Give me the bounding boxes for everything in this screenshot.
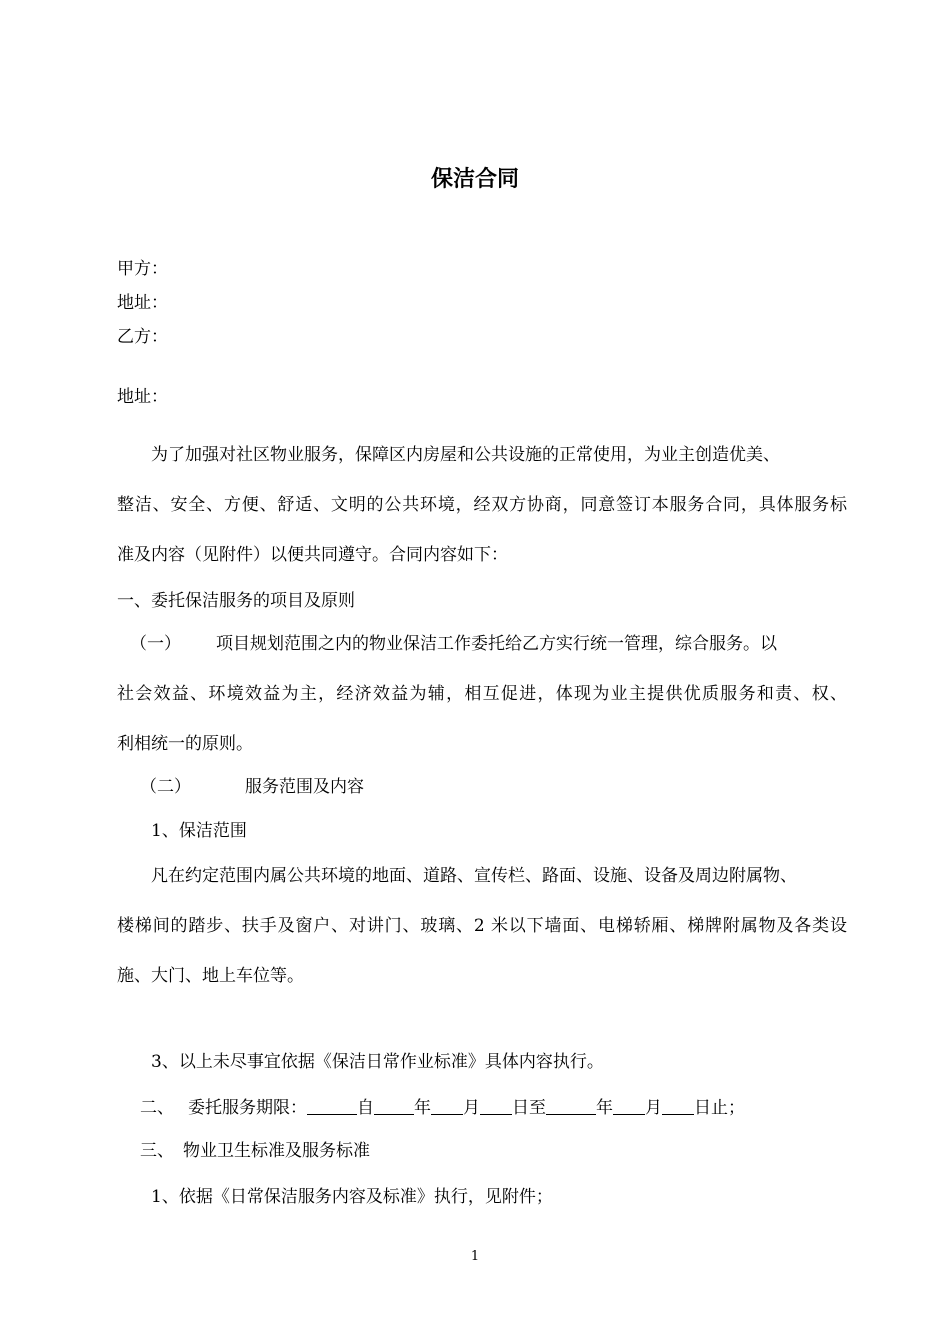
section-3-number: 三、 — [140, 1141, 174, 1161]
start-year-blank — [307, 1098, 357, 1115]
end-year-blank — [546, 1098, 596, 1115]
intro-line-3: 准及内容（见附件）以便共同遵守。合同内容如下： — [117, 545, 508, 565]
section-1-item-1-number: （一） — [130, 634, 181, 654]
day-to-word: 日至 — [512, 1098, 546, 1118]
document-title: 保洁合同 — [430, 167, 519, 192]
month-word-2: 月 — [645, 1098, 662, 1118]
party-a-label: 甲方： — [117, 259, 168, 279]
scope-line-2: 楼梯间的踏步、扶手及窗户、对讲门、玻璃、2 米以下墙面、电梯轿厢、梯牌附属物及各类设 — [117, 916, 847, 936]
intro-line-2: 整洁、安全、方便、舒适、文明的公共环境，经双方协商，同意签订本服务合同，具体服务标 — [117, 495, 847, 515]
section-1-item-1-line-2: 社会效益、环境效益为主，经济效益为辅，相互促进，体现为业主提供优质服务和责、权、 — [117, 684, 847, 704]
day-end-word: 日止； — [694, 1098, 745, 1118]
year-word-1: 年 — [414, 1098, 431, 1118]
intro-line-1: 为了加强对社区物业服务，保障区内房屋和公共设施的正常使用，为业主创造优美、 — [151, 445, 780, 465]
party-b-address-label: 地址： — [117, 387, 168, 407]
start-year-digits-blank — [374, 1098, 414, 1115]
section-1-item-2-text: 服务范围及内容 — [245, 777, 364, 797]
section-3-heading: 物业卫生标准及服务标准 — [183, 1141, 370, 1161]
scope-line-3: 施、大门、地上车位等。 — [117, 966, 304, 986]
section-1-item-2-number: （二） — [140, 777, 191, 797]
party-a-address-label: 地址： — [117, 293, 168, 313]
month-word-1: 月 — [463, 1098, 480, 1118]
section-2-number: 二、 — [140, 1098, 174, 1118]
section-1-item-3: 3、以上未尽事宜依据《保洁日常作业标准》具体内容执行。 — [151, 1052, 604, 1072]
page-number: 1 — [470, 1249, 480, 1264]
section-1-heading: 一、委托保洁服务的项目及原则 — [117, 591, 355, 611]
start-month-blank — [431, 1098, 463, 1115]
section-2-label: 委托服务期限： — [188, 1098, 307, 1118]
year-word-2: 年 — [596, 1098, 613, 1118]
end-day-blank — [662, 1098, 694, 1115]
section-1-item-1-line-1: 项目规划范围之内的物业保洁工作委托给乙方实行统一管理，综合服务。以 — [216, 634, 777, 654]
section-3-item-1: 1、依据《日常保洁服务内容及标准》执行，见附件； — [151, 1187, 553, 1207]
start-day-blank — [480, 1098, 512, 1115]
section-2-line — [140, 1098, 745, 1118]
section-1-item-1-line-3: 利相统一的原则。 — [117, 734, 253, 754]
party-b-label: 乙方： — [117, 327, 168, 347]
end-month-blank — [613, 1098, 645, 1115]
scope-heading: 1、保洁范围 — [151, 821, 247, 841]
from-word: 自 — [357, 1098, 374, 1118]
scope-line-1: 凡在约定范围内属公共环境的地面、道路、宣传栏、路面、设施、设备及周边附属物、 — [151, 866, 797, 886]
